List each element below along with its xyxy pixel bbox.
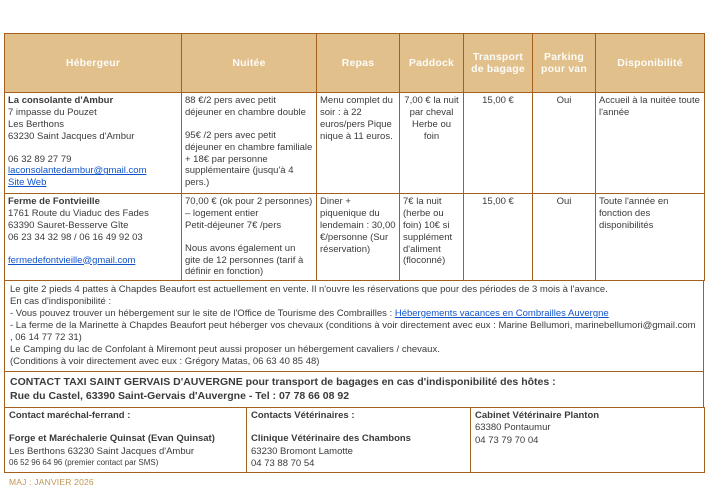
- cell-vet-contact-2: [471, 407, 705, 472]
- parking-value: Oui: [556, 196, 572, 207]
- cell-paddock-2: [400, 194, 464, 281]
- transport-price: 15,00 €: [482, 196, 514, 207]
- last-updated-note: MAJ : JANVIER 2026: [9, 477, 94, 488]
- lodging-email-row: [8, 255, 178, 267]
- column-header-repas: Repas: [317, 34, 400, 93]
- taxi-contact-address: Rue du Castel, 63390 Saint-Gervais d'Auvergne - Tel : 07 78 66 08 92: [10, 390, 350, 403]
- nuitee-text: Nous avons également un gite de 12 personnes (tarif à définir en fonction): [185, 242, 304, 278]
- lodging-phone: 06 32 89 27 79: [8, 153, 72, 165]
- note-line: En cas d'indisponibilité :: [10, 295, 112, 307]
- vet-clinic-name: Cabinet Vétérinaire Planton: [475, 409, 600, 421]
- cell-repas-2: [317, 194, 400, 281]
- nuitee-text: Petit-déjeuner 7€ /pers: [185, 219, 282, 231]
- nuitee-text: 88 €/2 pers avec petit déjeuner en chambre double: [185, 95, 306, 118]
- table-row-fontvieille: [5, 194, 705, 281]
- repas-text: Menu complet du soir : à 22 euros/pers Pique nique à 11 euros.: [320, 95, 393, 142]
- vet-clinic-address: 63230 Bromont Lamotte: [251, 445, 353, 457]
- transport-price: 15,00 €: [482, 95, 514, 106]
- lodging-address-line: 1761 Route du Viaduc des Fades: [8, 207, 149, 219]
- lodging-name: Ferme de Fontvieille: [8, 196, 100, 207]
- column-header-nuitee: Nuitée: [182, 34, 317, 93]
- vet-clinic-name: Clinique Vétérinaire des Chambons: [251, 433, 411, 445]
- farrier-address: Les Berthons 63230 Saint Jacques d'Ambur: [9, 445, 195, 457]
- note-line: Le Camping du lac de Confolant à Miremont peut aussi proposer un hébergement cavaliers / chevaux.: [10, 343, 440, 355]
- farrier-section-title: Contact maréchal-ferrand :: [9, 409, 131, 421]
- lodging-address-line: 63230 Saint Jacques d'Ambur: [8, 130, 135, 142]
- contacts-row: [5, 407, 705, 472]
- cell-transport-2: [464, 194, 533, 281]
- cell-paddock-1: [400, 93, 464, 194]
- cell-disponibilite-2: [596, 194, 705, 281]
- nuitee-text: 70,00 € (ok pour 2 personnes) – logement entier: [185, 196, 313, 219]
- header-row: [5, 34, 705, 93]
- note-line: (Conditions à voir directement avec eux : Grégory Matas, 06 63 40 85 48): [10, 356, 320, 368]
- column-header-disponibilite: Disponibilité: [596, 34, 705, 93]
- cell-repas-1: [317, 93, 400, 194]
- note-line: Le gite 2 pieds 4 pattes à Chapdes Beaufort est actuellement en vente. Il n'ouvre les réservations que pour des périodes de 3 mois à l'avance.: [10, 283, 608, 295]
- vet-clinic-phone: 04 73 79 70 04: [475, 434, 539, 446]
- note-line: [10, 308, 698, 320]
- taxi-contact-title: CONTACT TAXI SAINT GERVAIS D'AUVERGNE pour transport de bagages en cas d'indisponibilité des hôtes :: [10, 375, 556, 388]
- taxi-contact-box: [4, 371, 704, 409]
- lodging-address-line: 63390 Sauret-Besserve Gîte: [8, 219, 129, 231]
- lodging-email-row: [8, 165, 178, 177]
- email-link[interactable]: fermedefontvieille@gmail.com: [8, 254, 136, 266]
- farrier-name: Forge et Maréchalerie Quinsat (Evan Quinsat): [9, 433, 215, 445]
- website-link[interactable]: Site Web: [8, 177, 47, 189]
- note-line: - La ferme de la Marinette à Chapdes Beaufort peut héberger vos chevaux (conditions à voir directement avec eux : Marine Bellumori, marinebellumori@gmail.com , 06 14 77 72 31): [10, 319, 696, 343]
- cell-hebergeur-2: [5, 194, 182, 281]
- lodging-name: La consolante d'Ambur: [8, 95, 114, 106]
- tourism-office-link[interactable]: Hébergements vacances en Combrailles Auvergne: [394, 307, 609, 319]
- note-text: - Vous pouvez trouver un hébergement sur le site de l'Office de Tourisme des Combrailles :: [10, 307, 395, 319]
- lodging-address-line: 7 impasse du Pouzet: [8, 106, 97, 118]
- email-link[interactable]: laconsolantedambur@gmail.com: [8, 165, 147, 177]
- contacts-table: [4, 407, 705, 473]
- lodging-table: [4, 33, 705, 281]
- paddock-text: 7€ la nuit (herbe ou foin) 10€ si supplément d'aliment (floconné): [403, 196, 453, 267]
- lodging-phone: 06 23 34 32 98 / 06 16 49 92 03: [8, 231, 143, 243]
- cell-transport-1: [464, 93, 533, 194]
- disponibilite-text: Accueil à la nuitée toute l'année: [599, 95, 700, 118]
- availability-notes-box: [4, 280, 704, 372]
- cell-farrier-contact: [5, 407, 247, 472]
- column-header-parking: Parking pour van: [533, 34, 596, 93]
- paddock-text: 7,00 € la nuit par cheval Herbe ou foin: [404, 95, 459, 142]
- farrier-phone: 06 52 96 64 96 (premier contact par SMS): [9, 457, 159, 467]
- column-header-hebergeur: Hébergeur: [5, 34, 182, 93]
- column-header-transport: Transport de bagage: [464, 34, 533, 93]
- cell-hebergeur-1: [5, 93, 182, 194]
- cell-vet-contact-1: [247, 407, 471, 472]
- lodging-address-line: Les Berthons: [8, 118, 64, 130]
- table-row-consolante: [5, 93, 705, 194]
- column-header-paddock: Paddock: [400, 34, 464, 93]
- lodging-website-row: [8, 177, 178, 189]
- vets-section-title: Contacts Vétérinaires :: [251, 409, 355, 421]
- cell-nuitee-1: [182, 93, 317, 194]
- cell-parking-1: [533, 93, 596, 194]
- repas-text: Diner + piquenique du lendemain : 30,00 €/personne (Sur réservation): [320, 196, 396, 255]
- disponibilite-text: Toute l'année en fonction des disponibilités: [599, 196, 669, 231]
- vet-clinic-phone: 04 73 88 70 54: [251, 457, 315, 469]
- nuitee-text: 95€ /2 pers avec petit déjeuner en chambre familiale + 18€ par personne supplémentaire (jusqu'à 4 pers.): [185, 129, 313, 189]
- cell-disponibilite-1: [596, 93, 705, 194]
- vet-clinic-address: 63380 Pontaumur: [475, 422, 551, 434]
- parking-value: Oui: [556, 95, 572, 106]
- cell-parking-2: [533, 194, 596, 281]
- cell-nuitee-2: [182, 194, 317, 281]
